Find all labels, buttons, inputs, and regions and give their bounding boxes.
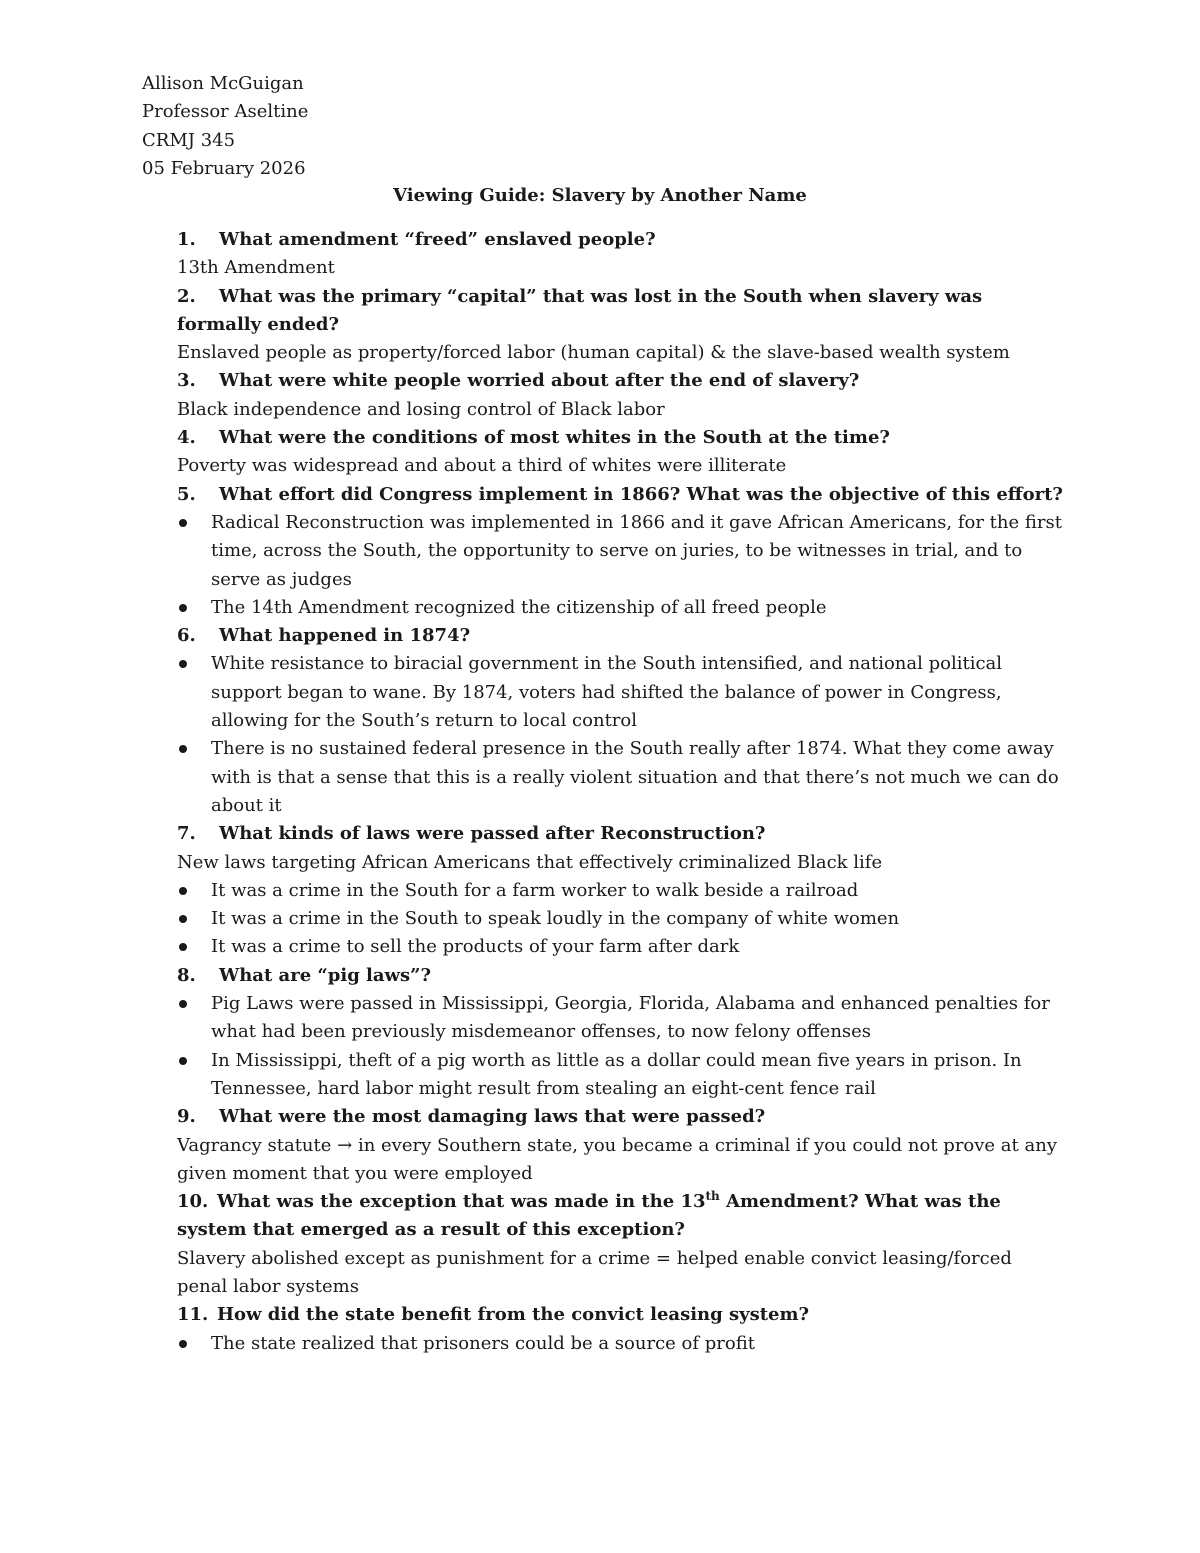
professor-name: Professor Aseltine bbox=[142, 101, 309, 123]
bullet-text: Radical Reconstruction was implemented in 1866 and it gave African Americans, for the first time, across the South, the opportunity to serve on juries, to be witnesses in trial, and to serve as judges bbox=[211, 511, 1062, 590]
question-text: What happened in 1874? bbox=[219, 625, 471, 647]
answer-10: Slavery abolished except as punishment for a crime = helped enable convict leasing/forced penal labor systems bbox=[177, 1247, 1012, 1297]
bullet-text: The 14th Amendment recognized the citizenship of all freed people bbox=[211, 596, 827, 618]
question-text: What were the conditions of most whites in the South at the time? bbox=[219, 427, 890, 449]
bullet-icon bbox=[179, 887, 187, 895]
list-item bbox=[177, 1330, 1067, 1358]
list-item bbox=[177, 594, 1067, 622]
question-6 bbox=[177, 622, 1067, 650]
list-item bbox=[177, 1047, 1067, 1104]
question-text: What amendment “freed” enslaved people? bbox=[219, 229, 656, 250]
question-text: What was the primary “capital” that was lost in the South when slavery was formally ended? bbox=[177, 285, 983, 335]
answer-2: Enslaved people as property/forced labor (human capital) & the slave-based wealth system bbox=[177, 342, 1010, 364]
question-number: 9. bbox=[177, 1106, 196, 1128]
list-item bbox=[177, 990, 1067, 1047]
question-5 bbox=[177, 481, 1067, 509]
question-number: 10. bbox=[177, 1191, 209, 1213]
bullet-icon bbox=[179, 604, 187, 612]
answer-6-bullets bbox=[177, 650, 1067, 820]
answer-5-bullets bbox=[177, 509, 1067, 622]
question-7 bbox=[177, 820, 1067, 848]
question-text: What effort did Congress implement in 1866? What was the objective of this effort? bbox=[219, 483, 1063, 505]
document-date: 05 February 2026 bbox=[142, 158, 306, 180]
ordinal-suffix: th bbox=[705, 1189, 720, 1204]
course-code: CRMJ 345 bbox=[142, 129, 236, 151]
bullet-icon bbox=[179, 1057, 187, 1065]
question-number: 2. bbox=[177, 285, 196, 307]
bullet-text: In Mississippi, theft of a pig worth as little as a dollar could mean five years in prison. In Tennessee, hard labor might result from stealing an eight-cent fence rail bbox=[211, 1049, 1022, 1099]
list-item bbox=[177, 650, 1067, 735]
list-item bbox=[177, 877, 1067, 905]
bullet-text: Pig Laws were passed in Mississippi, Georgia, Florida, Alabama and enhanced penalties for what had been previously misdemeanor offenses, to now felony offenses bbox=[211, 993, 1050, 1043]
answer-3: Black independence and losing control of Black labor bbox=[177, 398, 665, 420]
bullet-icon bbox=[179, 660, 187, 668]
question-8 bbox=[177, 962, 1067, 990]
question-number: 5. bbox=[177, 483, 196, 505]
answer-11-bullets bbox=[177, 1330, 1067, 1358]
bullet-text: It was a crime to sell the products of your farm after dark bbox=[211, 936, 740, 958]
question-text-start: What was the exception that was made in the 13 bbox=[217, 1191, 706, 1213]
question-11 bbox=[177, 1301, 1067, 1329]
question-text: What were the most damaging laws that were passed? bbox=[219, 1106, 766, 1128]
question-number: 7. bbox=[177, 823, 196, 845]
bullet-text: It was a crime in the South for a farm worker to walk beside a railroad bbox=[211, 879, 859, 901]
question-list bbox=[177, 226, 1067, 1358]
question-1 bbox=[177, 226, 1067, 254]
list-item bbox=[177, 933, 1067, 961]
bullet-text: There is no sustained federal presence in the South really after 1874. What they come away with is that a sense that this is a really violent situation and that there’s not much we can do about it bbox=[211, 738, 1059, 816]
list-item bbox=[177, 735, 1067, 820]
question-10 bbox=[177, 1188, 1067, 1245]
question-number: 3. bbox=[177, 370, 196, 392]
student-name: Allison McGuigan bbox=[142, 73, 304, 94]
question-number: 1. bbox=[177, 229, 196, 250]
question-text: How did the state benefit from the convict leasing system? bbox=[217, 1304, 810, 1326]
question-2 bbox=[177, 283, 1067, 340]
question-text-end: Amendment? What was the system that emerged as a result of this exception? bbox=[177, 1191, 1001, 1241]
answer-8-bullets bbox=[177, 990, 1067, 1103]
bullet-text: White resistance to biracial government in the South intensified, and national political support began to wane. By 1874, voters had shifted the balance of power in Congress, allowing for the South’s return to local control bbox=[211, 653, 1003, 732]
bullet-icon bbox=[179, 943, 187, 951]
list-item bbox=[177, 905, 1067, 933]
bullet-text: It was a crime in the South to speak loudly in the company of white women bbox=[211, 908, 900, 930]
question-9 bbox=[177, 1103, 1067, 1131]
answer-1: 13th Amendment bbox=[177, 257, 335, 279]
bullet-text: The state realized that prisoners could be a source of profit bbox=[211, 1332, 755, 1354]
question-4 bbox=[177, 424, 1067, 452]
document-header bbox=[142, 70, 308, 184]
bullet-icon bbox=[179, 745, 187, 753]
question-number: 6. bbox=[177, 625, 196, 647]
bullet-icon bbox=[179, 519, 187, 527]
question-3 bbox=[177, 367, 1067, 395]
document-title: Viewing Guide: Slavery by Another Name bbox=[393, 185, 807, 206]
bullet-icon bbox=[179, 1340, 187, 1348]
list-item bbox=[177, 509, 1067, 594]
answer-7-bullets bbox=[177, 877, 1067, 962]
question-text: What were white people worried about after the end of slavery? bbox=[219, 370, 860, 392]
answer-4: Poverty was widespread and about a third of whites were illiterate bbox=[177, 455, 787, 477]
question-number: 11. bbox=[177, 1304, 209, 1326]
question-number: 8. bbox=[177, 964, 196, 986]
bullet-icon bbox=[179, 1000, 187, 1008]
question-text: What kinds of laws were passed after Reconstruction? bbox=[219, 823, 766, 845]
question-number: 4. bbox=[177, 427, 196, 449]
answer-7: New laws targeting African Americans that effectively criminalized Black life bbox=[177, 851, 883, 873]
bullet-icon bbox=[179, 915, 187, 923]
question-text: What are “pig laws”? bbox=[219, 964, 432, 986]
answer-9: Vagrancy statute → in every Southern state, you became a criminal if you could not prove at any given moment that you were employed bbox=[177, 1134, 1057, 1184]
